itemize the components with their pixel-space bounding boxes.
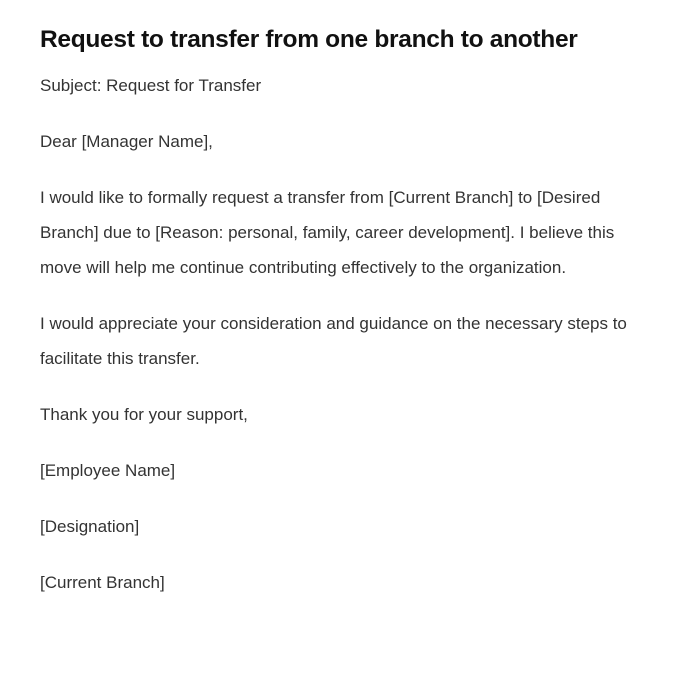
- salutation-line: Dear [Manager Name],: [40, 132, 213, 151]
- signature-name: [Employee Name]: [40, 461, 176, 480]
- document-title: Request to transfer from one branch to another: [40, 26, 578, 53]
- body-paragraph-2: I would appreciate your consideration and guidance on the necessary steps to facilitate this transfer.: [40, 314, 627, 368]
- body-paragraph-1: I would like to formally request a transfer from [Current Branch] to [Desired Branch] due to [Reason: personal, family, career development]. I believe this move will help me continue contributing effectively to the organization.: [40, 188, 615, 277]
- closing-line: Thank you for your support,: [40, 405, 248, 424]
- signature-branch: [Current Branch]: [40, 573, 165, 592]
- signature-designation: [Designation]: [40, 517, 140, 536]
- subject-line: Subject: Request for Transfer: [40, 76, 262, 95]
